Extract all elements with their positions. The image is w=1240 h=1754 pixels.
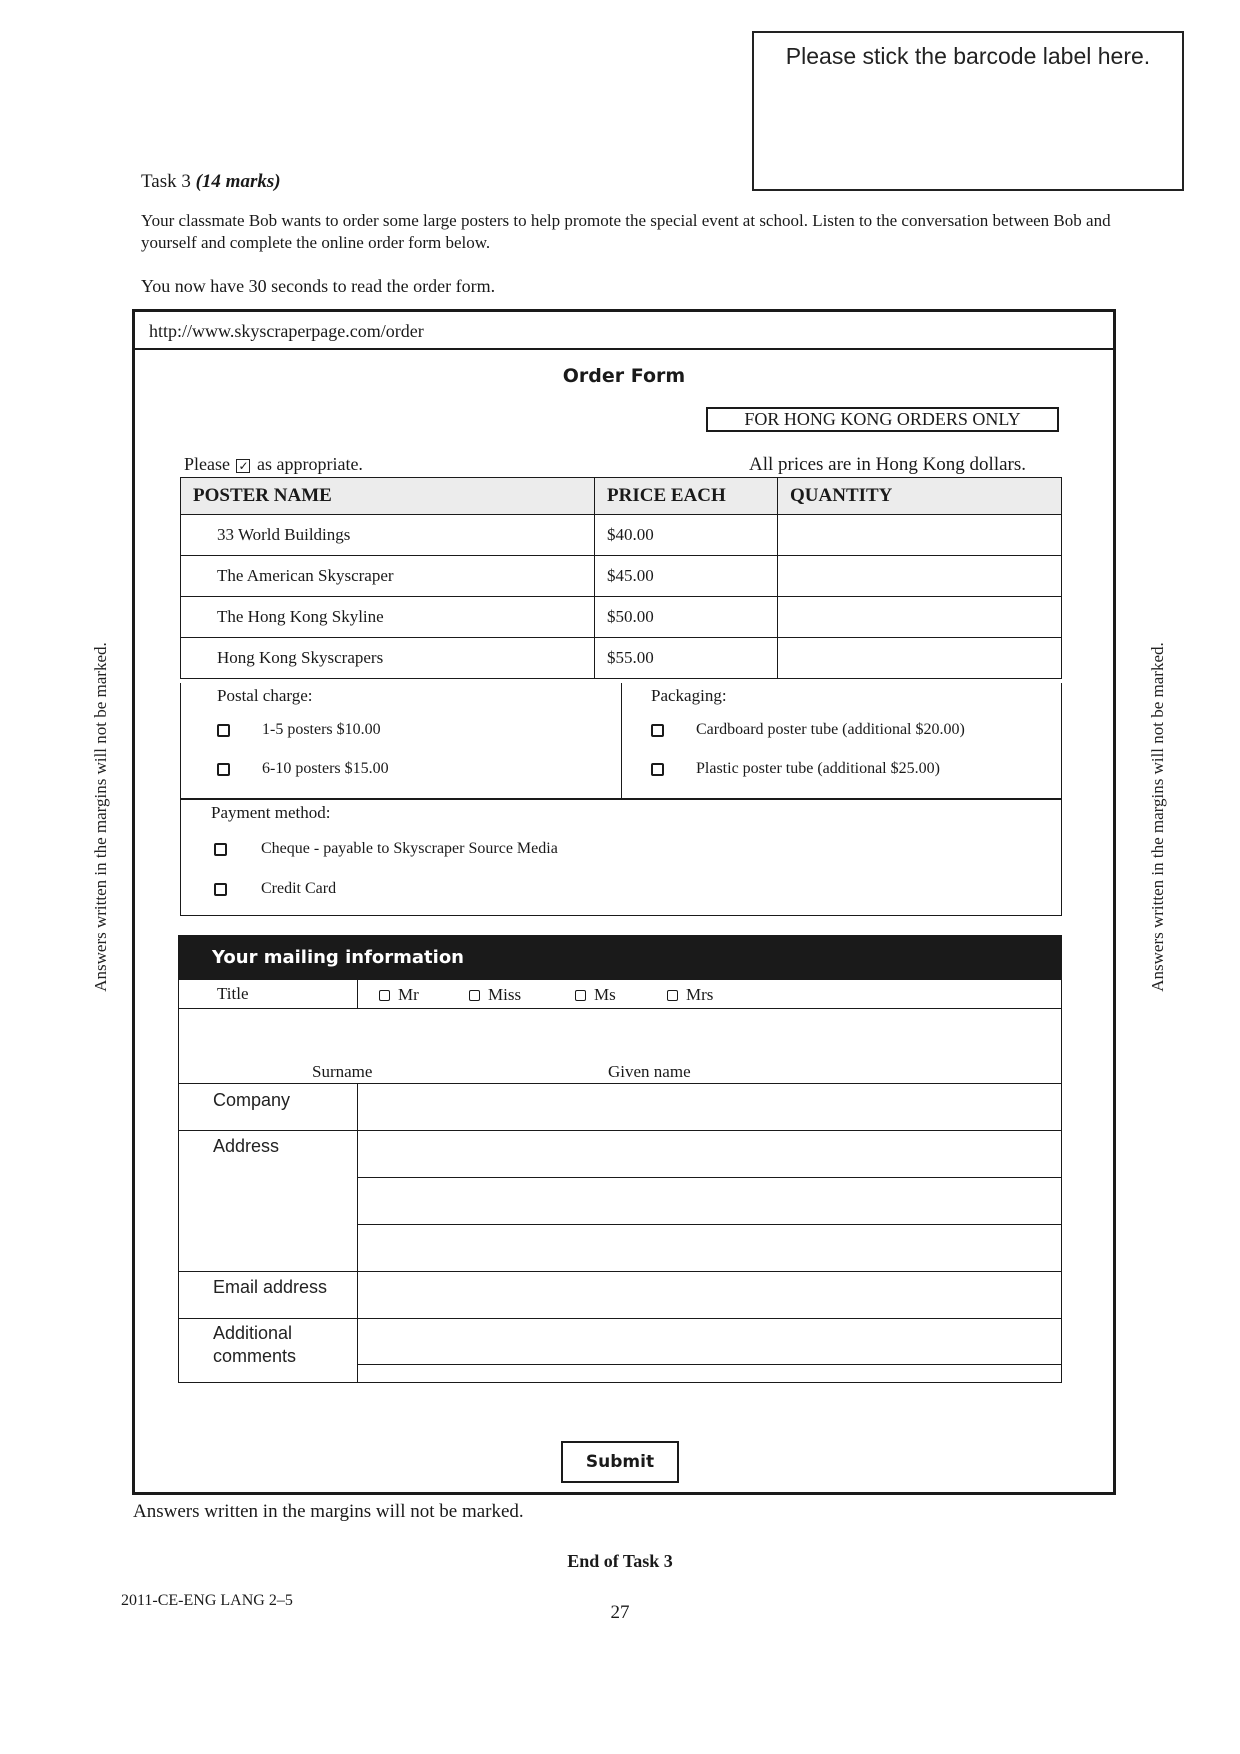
payment-option-credit-card[interactable]: [214, 880, 336, 898]
read-time-note: You now have 30 seconds to read the order form.: [141, 276, 496, 296]
title-miss-label: Miss: [488, 985, 522, 1004]
cheque-checkbox[interactable]: [214, 843, 227, 856]
column-header-price-each: PRICE EACH: [595, 478, 778, 515]
quantity-input-cell[interactable]: [778, 597, 1062, 638]
postal-charge-label: Postal charge:: [217, 686, 313, 705]
column-header-quantity: QUANTITY: [778, 478, 1062, 515]
given-name-label: Given name: [608, 1062, 691, 1081]
packaging-option-1-checkbox[interactable]: [651, 724, 664, 737]
payment-option-cheque[interactable]: [214, 840, 558, 858]
page-number: 27: [610, 1602, 630, 1623]
mailing-info-title: Your mailing information: [212, 947, 464, 968]
tick-instruction-post: as appropriate.: [256, 454, 363, 474]
postal-packaging-section: [180, 683, 1062, 799]
email-row-bottom-line: [179, 1318, 1061, 1319]
comments-label: [213, 1322, 296, 1368]
title-option-mr[interactable]: [379, 985, 419, 1005]
packaging-option-2[interactable]: [651, 760, 940, 778]
packaging-label: Packaging:: [651, 686, 727, 705]
task-heading: [141, 171, 281, 193]
poster-name-cell: Hong Kong Skyscrapers: [181, 638, 595, 679]
packaging-option-2-checkbox[interactable]: [651, 763, 664, 776]
name-row-bottom-line: [179, 1083, 1061, 1084]
table-row: [181, 638, 1062, 679]
poster-price-cell: $40.00: [595, 515, 778, 556]
currency-note: All prices are in Hong Kong dollars.: [749, 454, 1027, 475]
label-column-divider: [357, 1083, 358, 1382]
mailing-info-area: [178, 979, 1062, 1383]
title-miss-checkbox[interactable]: [469, 990, 480, 1001]
postal-option-2[interactable]: [217, 760, 389, 778]
table-row: [181, 556, 1062, 597]
hong-kong-only-notice: FOR HONG KONG ORDERS ONLY: [706, 407, 1059, 432]
company-row-bottom-line: [179, 1130, 1061, 1131]
comments-label-line-2: comments: [213, 1346, 297, 1366]
title-row-bottom-line: [179, 1008, 1061, 1009]
poster-price-cell: $55.00: [595, 638, 778, 679]
company-label: Company: [213, 1090, 291, 1110]
credit-card-label: Credit Card: [261, 880, 337, 897]
barcode-label-text: Please stick the barcode label here.: [785, 43, 1151, 69]
task-title: Task 3: [141, 171, 191, 192]
task-marks: (14 marks): [195, 171, 281, 192]
postal-option-1-checkbox[interactable]: [217, 724, 230, 737]
title-mr-checkbox[interactable]: [379, 990, 390, 1001]
title-option-mrs[interactable]: [667, 985, 713, 1005]
title-mr-label: Mr: [398, 985, 419, 1004]
url-text: http://www.skyscraperpage.com/order: [149, 321, 424, 341]
paper-code: 2011-CE-ENG LANG 2–5: [121, 1592, 293, 1609]
comments-input[interactable]: [359, 1320, 1059, 1380]
title-row-divider: [357, 980, 358, 1008]
quantity-input-cell[interactable]: [778, 515, 1062, 556]
address-line-2-input[interactable]: [359, 1179, 1059, 1223]
table-header-row: [181, 478, 1062, 515]
title-ms-label: Ms: [594, 985, 616, 1004]
browser-window: [132, 309, 1116, 1495]
comments-label-line-1: Additional: [213, 1323, 293, 1343]
poster-name-cell: The American Skyscraper: [181, 556, 595, 597]
barcode-label-box: [752, 31, 1184, 191]
left-margin-note: Answers written in the margins will not be marked.: [91, 642, 110, 992]
packaging-option-2-label: Plastic poster tube (additional $25.00): [696, 760, 940, 777]
url-bar[interactable]: [135, 312, 1113, 350]
order-form-title: Order Form: [562, 365, 686, 387]
address-line-2-divider: [357, 1224, 1061, 1225]
quantity-input-cell[interactable]: [778, 638, 1062, 679]
packaging-option-1-label: Cardboard poster tube (additional $20.00): [696, 721, 965, 738]
end-of-task: End of Task 3: [567, 1551, 673, 1571]
postal-option-2-label: 6-10 posters $15.00: [262, 760, 389, 777]
mailing-info-header: [178, 935, 1062, 979]
poster-name-cell: The Hong Kong Skyline: [181, 597, 595, 638]
comments-divider: [357, 1364, 1061, 1365]
title-mrs-checkbox[interactable]: [667, 990, 678, 1001]
address-label: Address: [213, 1136, 280, 1156]
options-divider: [621, 683, 622, 798]
tick-instruction-pre: Please: [184, 454, 230, 474]
column-header-poster-name: POSTER NAME: [181, 478, 595, 515]
postal-option-1-label: 1-5 posters $10.00: [262, 721, 381, 738]
address-line-3-input[interactable]: [359, 1226, 1059, 1270]
postal-option-1[interactable]: [217, 721, 381, 739]
address-line-1-divider: [357, 1177, 1061, 1178]
quantity-input-cell[interactable]: [778, 556, 1062, 597]
title-ms-checkbox[interactable]: [575, 990, 586, 1001]
company-input[interactable]: [359, 1085, 1059, 1129]
credit-card-checkbox[interactable]: [214, 883, 227, 896]
table-row: [181, 515, 1062, 556]
title-option-ms[interactable]: [575, 985, 616, 1005]
cheque-label: Cheque - payable to Skyscraper Source Media: [261, 840, 558, 857]
payment-method-label: Payment method:: [211, 803, 331, 822]
margin-note: Answers written in the margins will not be marked.: [133, 1501, 524, 1522]
email-input[interactable]: [359, 1273, 1059, 1317]
table-row: [181, 597, 1062, 638]
tick-instruction: [184, 454, 363, 475]
title-mrs-label: Mrs: [686, 985, 714, 1004]
submit-button[interactable]: Submit: [561, 1441, 679, 1483]
tick-box-icon: ✓: [238, 459, 249, 473]
surname-label: Surname: [312, 1062, 373, 1081]
poster-table: [180, 477, 1062, 679]
packaging-option-1[interactable]: [651, 721, 965, 739]
title-option-miss[interactable]: [469, 985, 521, 1005]
poster-name-cell: 33 World Buildings: [181, 515, 595, 556]
task-instructions: Your classmate Bob wants to order some large posters to help promote the special event at school. Listen to the conversation between Bob and yourself and complete the online order form below.: [141, 211, 1111, 252]
email-label: Email address: [213, 1277, 328, 1297]
right-margin-note: Answers written in the margins will not be marked.: [1148, 642, 1167, 992]
address-line-1-input[interactable]: [359, 1132, 1059, 1176]
payment-section: [180, 799, 1062, 916]
title-label: Title: [217, 984, 249, 1003]
poster-price-cell: $50.00: [595, 597, 778, 638]
address-row-bottom-line: [179, 1271, 1061, 1272]
postal-option-2-checkbox[interactable]: [217, 763, 230, 776]
poster-price-cell: $45.00: [595, 556, 778, 597]
